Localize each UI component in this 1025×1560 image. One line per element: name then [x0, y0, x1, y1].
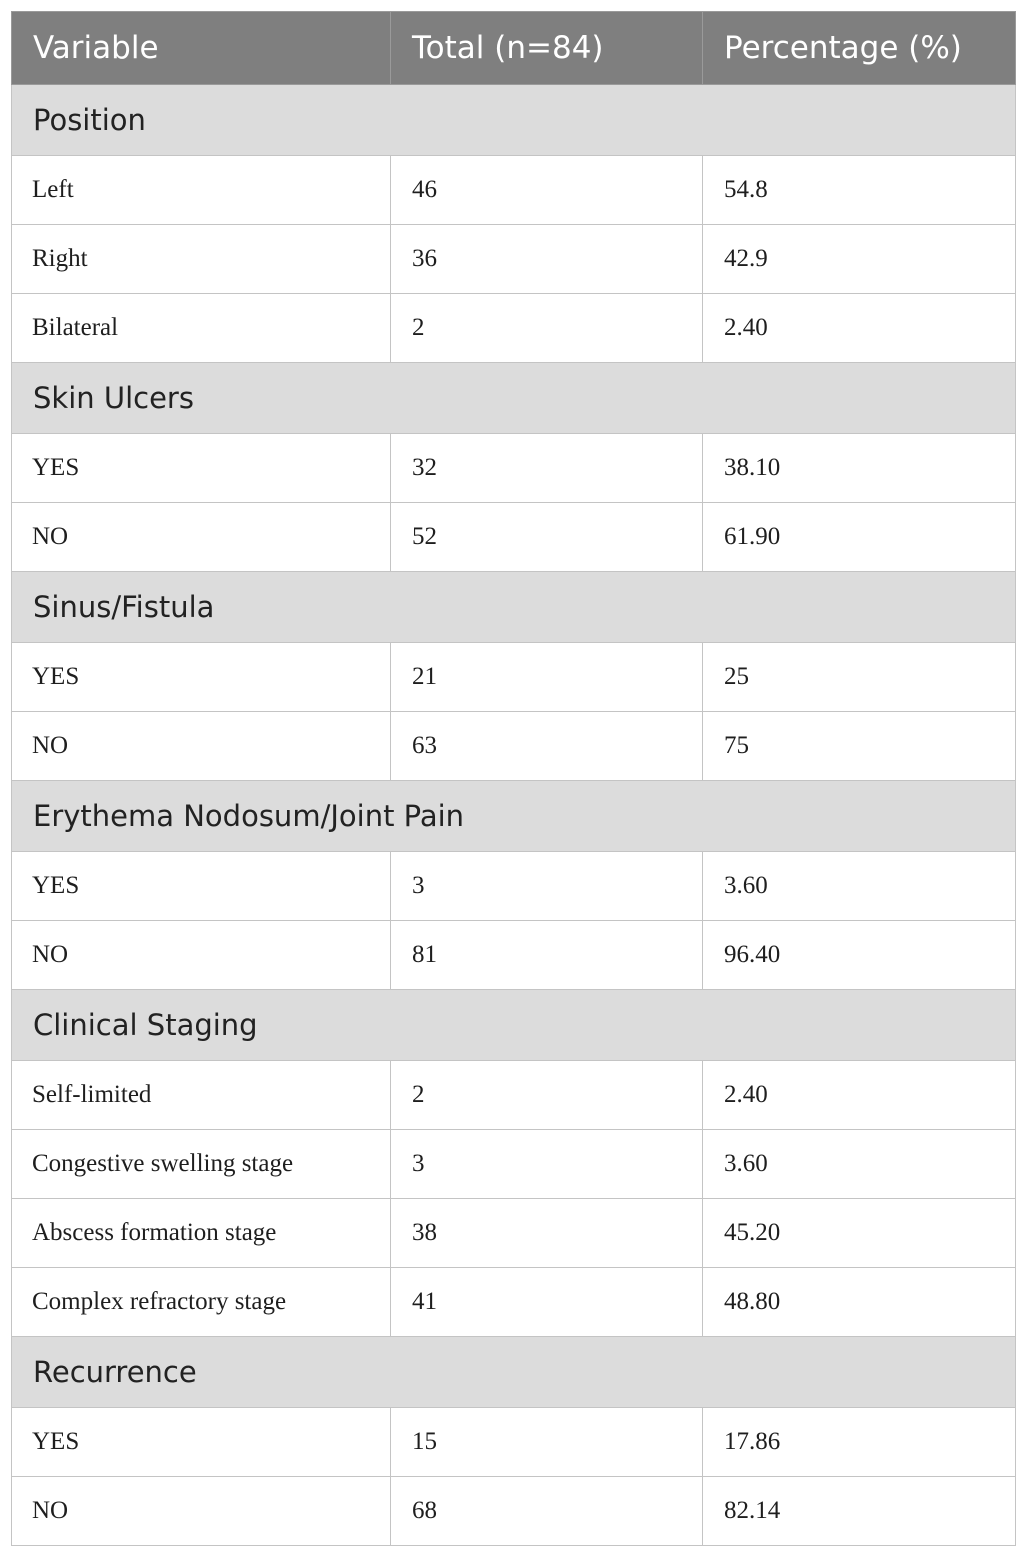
cell-variable: NO: [12, 1477, 391, 1546]
group-title: Clinical Staging: [12, 990, 1016, 1061]
cell-total: 15: [391, 1408, 703, 1477]
table-row: [12, 503, 1016, 572]
cell-total: 41: [391, 1268, 703, 1337]
cell-total: 2: [391, 294, 703, 363]
cell-percentage: 96.40: [703, 921, 1016, 990]
table-row: [12, 852, 1016, 921]
cell-percentage: 3.60: [703, 1130, 1016, 1199]
cell-total: 52: [391, 503, 703, 572]
group-title: Skin Ulcers: [12, 363, 1016, 434]
table-row: [12, 1061, 1016, 1130]
group-title: Recurrence: [12, 1337, 1016, 1408]
cell-variable: Complex refractory stage: [12, 1268, 391, 1337]
cell-total: 68: [391, 1477, 703, 1546]
cell-total: 3: [391, 852, 703, 921]
cell-percentage: 82.14: [703, 1477, 1016, 1546]
group-header-row: [12, 990, 1016, 1061]
table-row: [12, 156, 1016, 225]
group-title: Sinus/Fistula: [12, 572, 1016, 643]
table-row: [12, 1408, 1016, 1477]
table-row: [12, 712, 1016, 781]
group-header-row: [12, 1337, 1016, 1408]
data-table: [11, 11, 1016, 1546]
cell-percentage: 3.60: [703, 852, 1016, 921]
cell-percentage: 25: [703, 643, 1016, 712]
table-row: [12, 1268, 1016, 1337]
cell-percentage: 48.80: [703, 1268, 1016, 1337]
cell-variable: Congestive swelling stage: [12, 1130, 391, 1199]
cell-variable: YES: [12, 1408, 391, 1477]
column-header-total: Total (n=84): [391, 12, 703, 85]
cell-variable: YES: [12, 434, 391, 503]
group-title: Position: [12, 85, 1016, 156]
table-row: [12, 294, 1016, 363]
cell-total: 81: [391, 921, 703, 990]
cell-percentage: 42.9: [703, 225, 1016, 294]
cell-percentage: 2.40: [703, 294, 1016, 363]
cell-variable: Bilateral: [12, 294, 391, 363]
table-row: [12, 225, 1016, 294]
cell-variable: NO: [12, 712, 391, 781]
cell-variable: Self-limited: [12, 1061, 391, 1130]
cell-variable: Left: [12, 156, 391, 225]
cell-variable: YES: [12, 643, 391, 712]
cell-total: 36: [391, 225, 703, 294]
cell-total: 63: [391, 712, 703, 781]
group-header-row: [12, 572, 1016, 643]
cell-total: 21: [391, 643, 703, 712]
table-row: [12, 434, 1016, 503]
cell-variable: YES: [12, 852, 391, 921]
header-row: [12, 12, 1016, 85]
cell-variable: Abscess formation stage: [12, 1199, 391, 1268]
cell-percentage: 45.20: [703, 1199, 1016, 1268]
table-row: [12, 1199, 1016, 1268]
cell-total: 2: [391, 1061, 703, 1130]
cell-total: 38: [391, 1199, 703, 1268]
table-row: [12, 921, 1016, 990]
cell-total: 32: [391, 434, 703, 503]
cell-percentage: 75: [703, 712, 1016, 781]
cell-percentage: 2.40: [703, 1061, 1016, 1130]
group-header-row: [12, 363, 1016, 434]
cell-variable: Right: [12, 225, 391, 294]
cell-percentage: 38.10: [703, 434, 1016, 503]
group-header-row: [12, 85, 1016, 156]
column-header-variable: Variable: [12, 12, 391, 85]
cell-total: 46: [391, 156, 703, 225]
table-row: [12, 643, 1016, 712]
column-header-percentage: Percentage (%): [703, 12, 1016, 85]
cell-percentage: 61.90: [703, 503, 1016, 572]
group-title: Erythema Nodosum/Joint Pain: [12, 781, 1016, 852]
cell-percentage: 17.86: [703, 1408, 1016, 1477]
cell-variable: NO: [12, 503, 391, 572]
cell-total: 3: [391, 1130, 703, 1199]
table-row: [12, 1130, 1016, 1199]
group-header-row: [12, 781, 1016, 852]
cell-variable: NO: [12, 921, 391, 990]
cell-percentage: 54.8: [703, 156, 1016, 225]
table-row: [12, 1477, 1016, 1546]
